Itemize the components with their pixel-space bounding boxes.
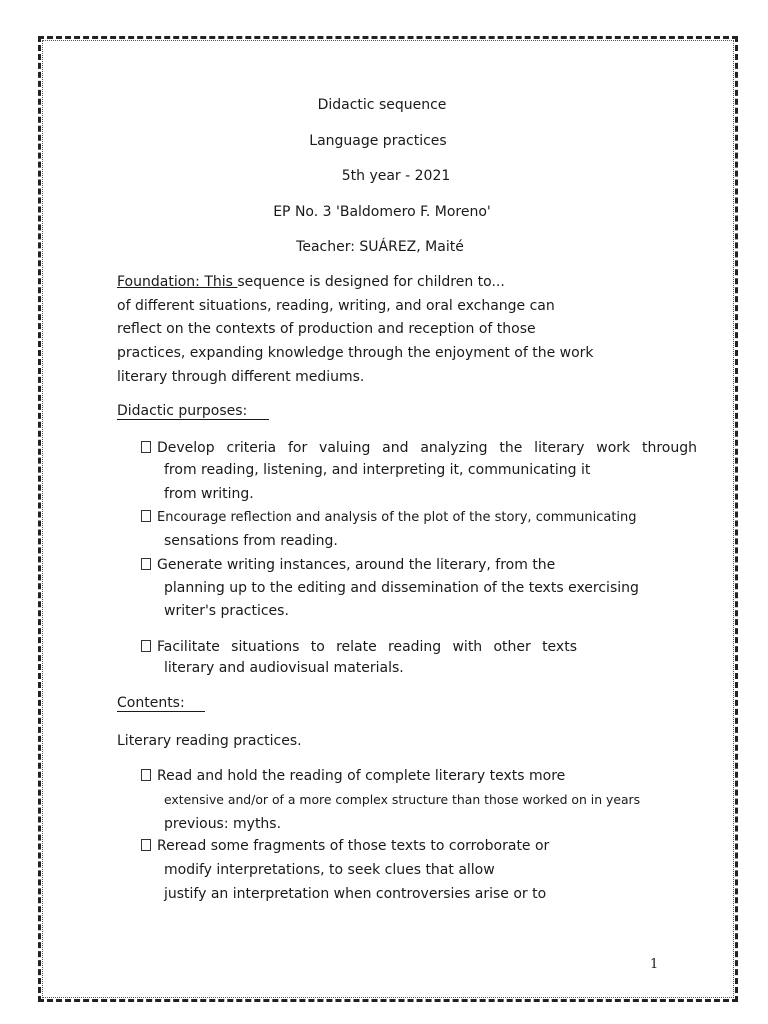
foundation-line-1: Foundation: This sequence is designed for children to... xyxy=(117,274,505,290)
content-2-line-3: justify an interpretation when controversies arise or to xyxy=(164,886,547,902)
foundation-line-5: literary through different mediums. xyxy=(117,369,365,385)
bullet-box-icon xyxy=(141,510,151,522)
purposes-heading: Didactic purposes: xyxy=(117,404,269,420)
content-1-line-3: previous: myths. xyxy=(164,816,282,832)
purpose-1-line-3: from writing. xyxy=(164,486,254,502)
foundation-line-4: practices, expanding knowledge through the enjoyment of the work xyxy=(117,345,594,361)
bullet-box-icon xyxy=(141,558,151,570)
content-1-line-2: extensive and/or of a more complex structure than those worked on in years xyxy=(164,792,641,807)
page-number: 1 xyxy=(650,957,659,972)
foundation-label: Foundation: This xyxy=(117,274,238,290)
purpose-2-line-1: Encourage reflection and analysis of the plot of the story, communicating xyxy=(141,509,637,527)
teacher-line: Teacher: SUÁREZ, Maité xyxy=(296,239,464,255)
contents-heading: Contents: xyxy=(117,696,205,712)
foundation-line-3: reflect on the contexts of production and reception of those xyxy=(117,321,536,337)
content-2-line-1: Reread some fragments of those texts to corroborate or xyxy=(141,837,549,855)
purpose-3-line-3: writer's practices. xyxy=(164,603,289,619)
purpose-3-line-1: Generate writing instances, around the literary, from the xyxy=(141,556,555,574)
purpose-3-line-2: planning up to the editing and dissemination of the texts exercising xyxy=(164,580,639,596)
document-title: Didactic sequence xyxy=(317,97,447,113)
content-1-line-1: Read and hold the reading of complete literary texts more xyxy=(141,767,565,785)
bullet-box-icon xyxy=(141,441,151,453)
content-2-line-2: modify interpretations, to seek clues that allow xyxy=(164,862,495,878)
purpose-4-line-1: Facilitate situations to relate reading with other texts xyxy=(141,638,577,656)
bullet-box-icon xyxy=(141,839,151,851)
purpose-2-line-2: sensations from reading. xyxy=(164,533,338,549)
purpose-4-line-2: literary and audiovisual materials. xyxy=(164,660,404,676)
contents-subheading: Literary reading practices. xyxy=(117,733,302,749)
subject-line: Language practices xyxy=(309,133,447,149)
purpose-1-line-1: Develop criteria for valuing and analyzing the literary work through xyxy=(141,439,697,457)
year-line: 5th year - 2021 xyxy=(341,168,451,184)
bullet-box-icon xyxy=(141,769,151,781)
bullet-box-icon xyxy=(141,640,151,652)
purpose-1-line-2: from reading, listening, and interpreting it, communicating it xyxy=(164,462,591,478)
foundation-line-2: of different situations, reading, writing, and oral exchange can xyxy=(117,298,555,314)
school-line: EP No. 3 'Baldomero F. Moreno' xyxy=(273,204,491,220)
